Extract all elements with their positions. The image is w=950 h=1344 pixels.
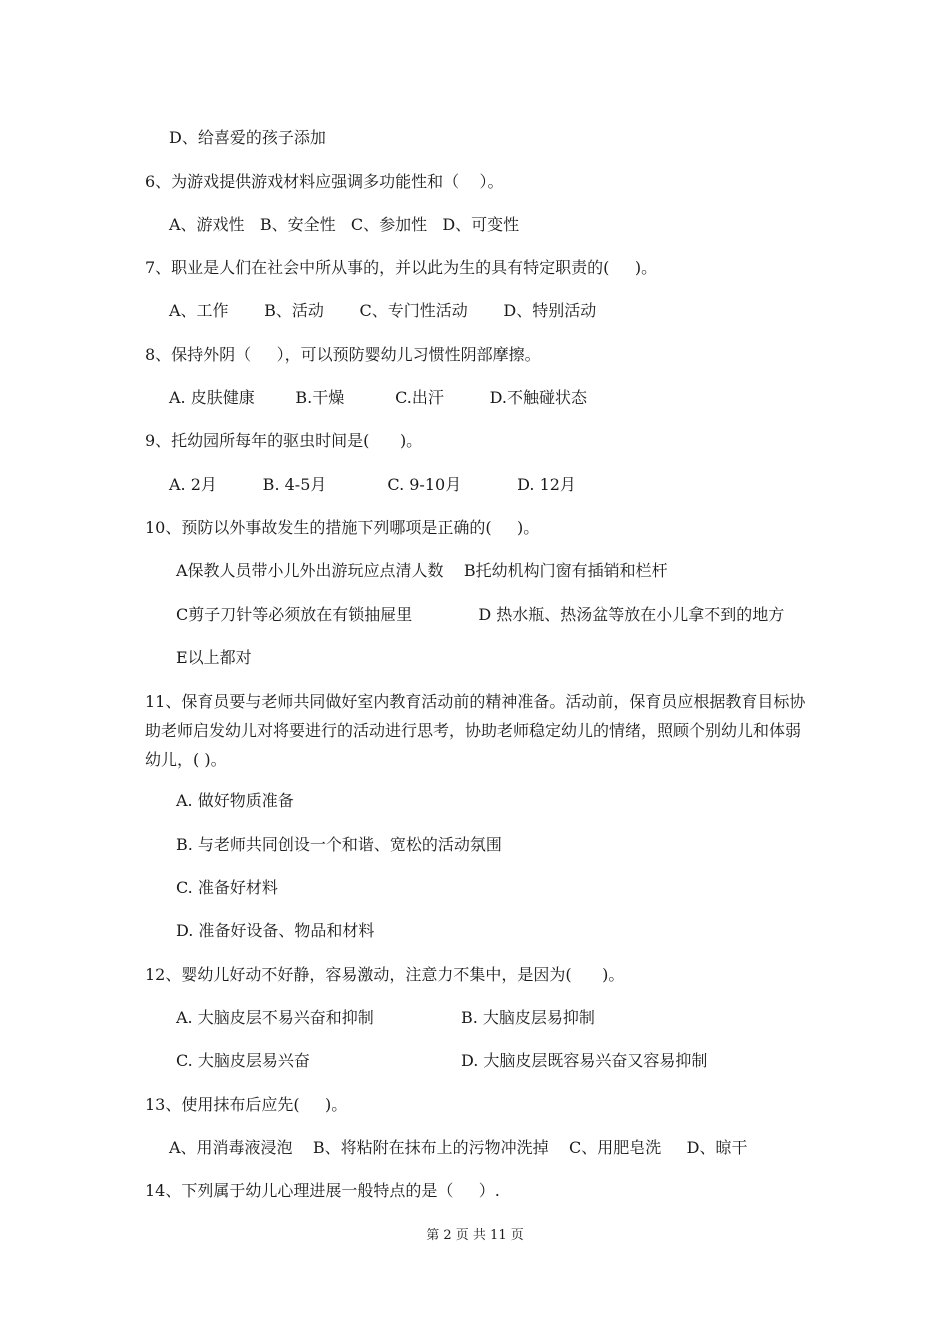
question-12: 12、婴幼儿好动不好静，容易激动，注意力不集中，是因为( )。 xyxy=(145,965,625,984)
options-10-e: E以上都对 xyxy=(176,648,252,667)
question-6: 6、为游戏提供游戏材料应强调多功能性和（ ）。 xyxy=(145,172,504,191)
question-9: 9、托幼园所每年的驱虫时间是( )。 xyxy=(145,431,423,450)
options-9: A. 2月 B. 4-5月 C. 9-10月 D. 12月 xyxy=(169,475,576,494)
option-11-b: B. 与老师共同创设一个和谐、宽松的活动氛围 xyxy=(176,835,502,854)
option-12-c: C. 大脑皮层易兴奋 xyxy=(176,1051,310,1070)
option-12-b: B. 大脑皮层易抑制 xyxy=(461,1008,595,1027)
options-10-ab: A保教人员带小儿外出游玩应点清人数 B托幼机构门窗有插销和栏杆 xyxy=(176,561,668,580)
options-13: A、用消毒液浸泡 B、将粘附在抹布上的污物冲洗掉 C、用肥皂洗 D、晾干 xyxy=(169,1138,748,1157)
question-7: 7、职业是人们在社会中所从事的，并以此为生的具有特定职责的( )。 xyxy=(145,258,658,277)
options-8: A. 皮肤健康 B.干燥 C.出汗 D.不触碰状态 xyxy=(169,388,587,407)
page-footer xyxy=(0,1226,950,1246)
question-14: 14、下列属于幼儿心理进展一般特点的是（ ）. xyxy=(145,1181,500,1200)
options-6: A、游戏性 B、安全性 C、参加性 D、可变性 xyxy=(169,215,520,234)
question-8: 8、保持外阴（ ），可以预防婴幼儿习惯性阴部摩擦。 xyxy=(145,345,541,364)
option-12-a: A. 大脑皮层不易兴奋和抑制 xyxy=(176,1008,374,1027)
question-13: 13、使用抹布后应先( )。 xyxy=(145,1095,348,1114)
option-11-c: C. 准备好材料 xyxy=(176,878,278,897)
option-12-d: D. 大脑皮层既容易兴奋又容易抑制 xyxy=(461,1051,708,1070)
question-11: 11、保育员要与老师共同做好室内教育活动前的精神准备。活动前，保育员应根据教育目标协助老师启发幼儿对将要进行的活动进行思考，协助老师稳定幼儿的情绪，照顾个别幼儿和体弱幼儿，( )。 xyxy=(145,692,806,769)
options-10-cd: C剪子刀针等必须放在有锁抽屉里 D 热水瓶、热汤盆等放在小儿拿不到的地方 xyxy=(176,605,785,624)
option-11-d: D. 准备好设备、物品和材料 xyxy=(176,921,375,940)
page-number: 第 2 页 共 11 页 xyxy=(426,1228,524,1243)
option-11-a: A. 做好物质准备 xyxy=(176,791,294,810)
question-10: 10、预防以外事故发生的措施下列哪项是正确的( )。 xyxy=(145,518,540,537)
option-line: D、给喜爱的孩子添加 xyxy=(169,128,326,147)
options-7: A、工作 B、活动 C、专门性活动 D、特别活动 xyxy=(169,301,597,320)
